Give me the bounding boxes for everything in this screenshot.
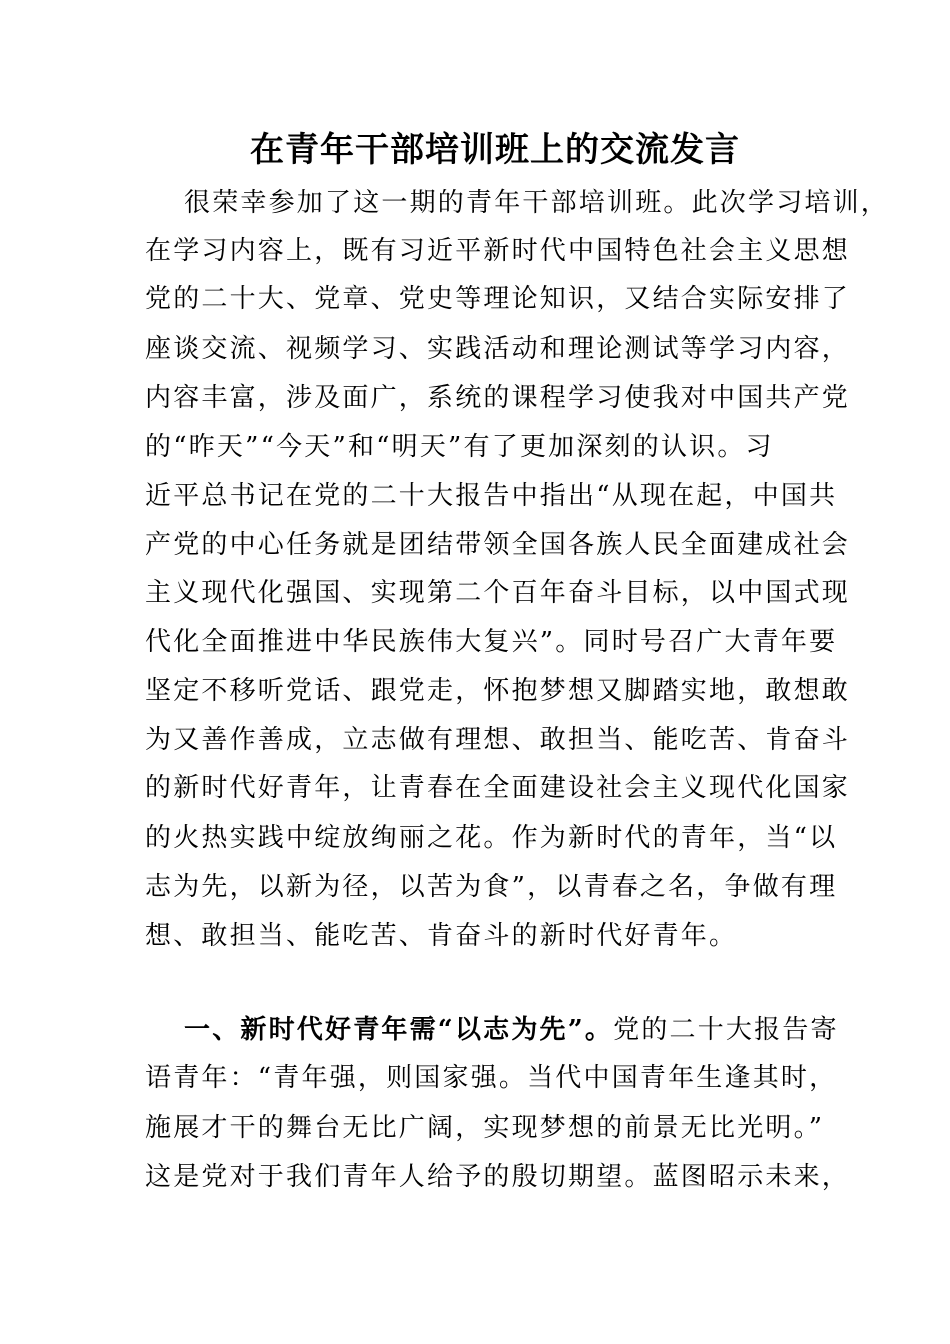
section-line: 这是党对于我们青年人给予的殷切期望。蓝图昭示未来， (145, 1162, 851, 1192)
paragraph-line: 坚定不移听党话、跟党走，怀抱梦想又脚踏实地，敢想敢 (145, 676, 851, 706)
section-text: 党的二十大报告寄 (613, 1015, 839, 1045)
paragraph-line: 为又善作善成，立志做有理想、敢担当、能吃苦、肯奋斗 (145, 725, 851, 755)
paragraph-line: 主义现代化强国、实现第二个百年奋斗目标，以中国式现 (145, 578, 851, 608)
section-line: 语青年：“青年强，则国家强。当代中国青年生逢其时， (145, 1063, 838, 1093)
paragraph-line: 的“昨天”“今天”和“明天”有了更加深刻的认识。习 (145, 432, 774, 462)
section-heading: 一、新时代好青年需“以志为先”。 (184, 1015, 614, 1045)
paragraph-line: 内容丰富，涉及面广，系统的课程学习使我对中国共产党 (145, 383, 851, 413)
document-title: 在青年干部培训班上的交流发言 (250, 130, 740, 170)
paragraph-line: 在学习内容上，既有习近平新时代中国特色社会主义思想 (145, 236, 851, 266)
paragraph-line: 代化全面推进中华民族伟大复兴”。同时号召广大青年要 (145, 627, 838, 657)
paragraph-line: 想、敢担当、能吃苦、肯奋斗的新时代好青年。 (145, 921, 738, 951)
paragraph-line: 产党的中心任务就是团结带领全国各族人民全面建成社会 (145, 530, 851, 560)
paragraph-line: 志为先，以新为径，以苦为食”，以青春之名，争做有理 (145, 872, 838, 902)
paragraph-line: 的火热实践中绽放绚丽之花。作为新时代的青年，当“以 (145, 823, 838, 853)
paragraph-line: 党的二十大、党章、党史等理论知识，又结合实际安排了 (145, 284, 851, 314)
section-line: 施展才干的舞台无比广阔，实现梦想的前景无比光明。” (145, 1113, 825, 1143)
paragraph-line: 很荣幸参加了这一期的青年干部培训班。此次学习培训， (184, 188, 890, 218)
paragraph-line: 的新时代好青年，让青春在全面建设社会主义现代化国家 (145, 773, 851, 803)
section-first-line (184, 1010, 839, 1050)
paragraph-line: 近平总书记在党的二十大报告中指出“从现在起，中国共 (145, 481, 838, 511)
paragraph-line: 座谈交流、视频学习、实践活动和理论测试等学习内容， (145, 334, 851, 364)
